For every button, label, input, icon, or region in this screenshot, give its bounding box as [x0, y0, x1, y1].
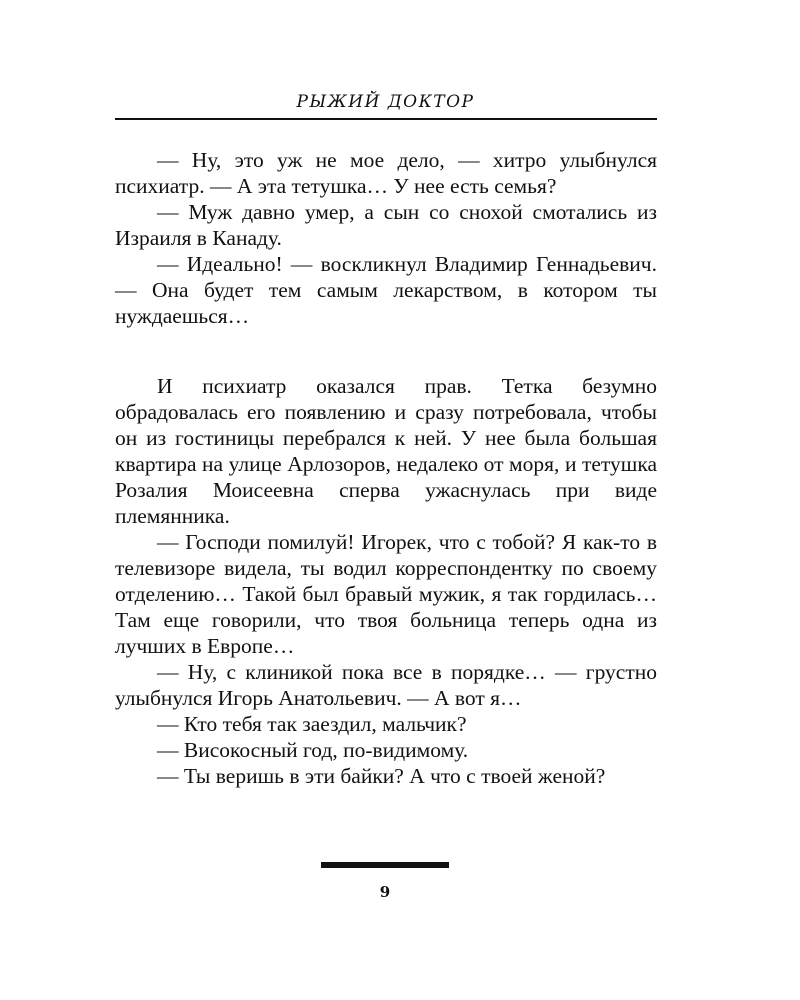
paragraph: — Ну, с клиникой пока все в порядке… — грустно улыбнулся Игорь Анатольевич. — А вот я… [115, 660, 657, 710]
footer-rule [321, 862, 449, 868]
page-number: 9 [379, 883, 391, 901]
paragraph: — Високосный год, по-видимому. [157, 738, 469, 762]
paragraph: И психиатр оказался прав. Тетка безумно обрадовалась его появлению и сразу потребовала, чтобы он из гостиницы перебрался к ней. У нее была большая квартира на улице Арлозоров, недалеко от моря, и тетушка Розалия Моисеевна сперва ужаснулась при виде племянника. [115, 374, 657, 528]
header-rule [115, 118, 657, 120]
paragraph: — Идеально! — воскликнул Владимир Геннадьевич. — Она будет тем самым лекарством, в котором ты нуждаешься… [115, 252, 657, 328]
text-section-1 [115, 147, 657, 329]
paragraph: — Муж давно умер, а сын со снохой смотались из Израиля в Канаду. [115, 200, 657, 250]
paragraph: — Господи помилуй! Игорек, что с тобой? Я как-то в телевизоре видела, ты водил корреспондентку по своему отделению… Такой был бравый мужик, я так гордилась… Там еще говорили, что твоя больница теперь одна из лучших в Европе… [115, 530, 657, 658]
text-section-2 [115, 373, 657, 789]
paragraph: — Ты веришь в эти байки? А что с твоей женой? [157, 764, 606, 788]
running-title: РЫЖИЙ ДОКТОР [296, 92, 475, 112]
paragraph: — Кто тебя так заездил, мальчик? [157, 712, 467, 736]
paragraph: — Ну, это уж не мое дело, — хитро улыбнулся психиатр. — А эта тетушка… У нее есть семья? [115, 148, 657, 198]
